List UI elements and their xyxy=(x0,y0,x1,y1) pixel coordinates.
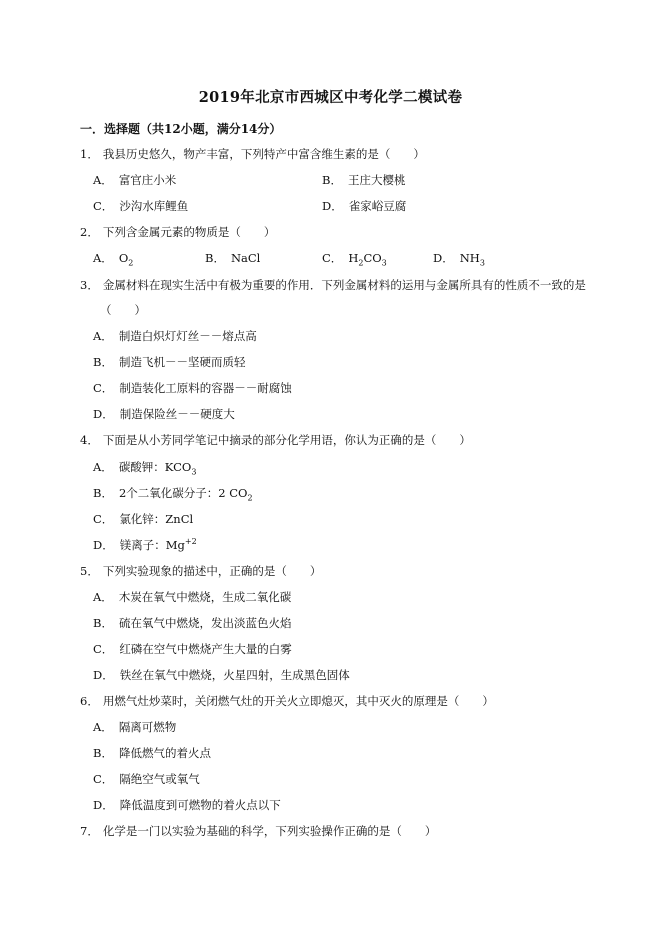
question-7 xyxy=(80,823,436,839)
question-4 xyxy=(80,432,471,448)
option-letter: C． xyxy=(93,381,114,395)
option-text-tail: CO xyxy=(363,251,382,265)
option-text: 隔绝空气或氧气 xyxy=(119,772,200,786)
option-subscript: 2 xyxy=(128,258,134,268)
q5-option-d[interactable] xyxy=(93,667,350,683)
option-text: NaCl xyxy=(230,251,261,265)
option-text: 碳酸钾：KCO xyxy=(118,460,192,474)
option-text: 2个二氧化碳分子：2 CO xyxy=(118,486,248,500)
option-letter: C． xyxy=(93,199,114,213)
option-text: H xyxy=(348,251,359,265)
option-text: 铁丝在氧气中燃烧，火星四射，生成黑色固体 xyxy=(119,668,350,682)
option-letter: C． xyxy=(93,642,114,656)
question-1 xyxy=(80,146,425,162)
q2-option-a[interactable] xyxy=(93,250,133,267)
option-letter: B． xyxy=(322,173,342,187)
q4-option-b[interactable] xyxy=(93,485,253,502)
q4-option-d[interactable] xyxy=(93,537,197,553)
q1-option-d[interactable] xyxy=(322,198,406,214)
section-heading: 一．选择题（共12小题，满分14分） xyxy=(80,122,282,136)
question-number: 4． xyxy=(80,433,99,447)
option-letter: B． xyxy=(93,746,113,760)
question-stem: 下列实验现象的描述中，正确的是（ ） xyxy=(102,564,322,578)
option-letter: B． xyxy=(93,355,113,369)
option-letter: D． xyxy=(322,199,343,213)
option-letter: D． xyxy=(93,668,114,682)
q6-option-a[interactable] xyxy=(93,719,176,735)
question-number: 1． xyxy=(80,147,99,161)
option-text: 王庄大樱桃 xyxy=(347,173,406,187)
option-text: 木炭在氧气中燃烧，生成二氧化碳 xyxy=(118,590,292,604)
option-subscript: 2 xyxy=(247,493,253,503)
option-text: O xyxy=(118,251,129,265)
option-letter: A． xyxy=(93,173,113,187)
question-number: 3． xyxy=(80,278,99,292)
question-stem: 用燃气灶炒菜时，关闭燃气灶的开关火立即熄灭，其中灭火的原理是（ ） xyxy=(102,694,494,708)
question-stem: 化学是一门以实验为基础的科学，下列实验操作正确的是（ ） xyxy=(102,824,437,838)
option-letter: D． xyxy=(93,407,114,421)
option-letter: B． xyxy=(205,251,225,265)
option-subscript: 3 xyxy=(381,258,387,268)
option-text: 制造保险丝－－硬度大 xyxy=(119,407,235,421)
question-stem: 我县历史悠久，物产丰富，下列特产中富含维生素的是（ ） xyxy=(102,147,425,161)
option-letter: C． xyxy=(93,512,114,526)
option-letter: B． xyxy=(93,486,113,500)
option-text: 隔离可燃物 xyxy=(118,720,177,734)
q3-option-d[interactable] xyxy=(93,406,235,422)
question-3 xyxy=(80,277,586,293)
q2-option-c[interactable] xyxy=(322,250,387,267)
q5-option-b[interactable] xyxy=(93,615,291,631)
page-title: 2019年北京市西城区中考化学二模试卷 xyxy=(198,89,463,106)
option-text: 沙沟水库鲤鱼 xyxy=(119,199,189,213)
question-stem: 金属材料在现实生活中有极为重要的作用．下列金属材料的运用与金属所具有的性质不一致的是 xyxy=(102,278,586,292)
option-text: 硫在氧气中燃烧，发出淡蓝色火焰 xyxy=(118,616,292,630)
option-letter: A． xyxy=(93,460,113,474)
q3-option-c[interactable] xyxy=(93,380,292,396)
q4-option-a[interactable] xyxy=(93,459,196,476)
option-subscript: 3 xyxy=(191,467,197,477)
question-number: 7． xyxy=(80,824,99,838)
option-letter: A． xyxy=(93,720,113,734)
q6-option-c[interactable] xyxy=(93,771,200,787)
option-subscript: 2 xyxy=(358,258,364,268)
q5-option-c[interactable] xyxy=(93,641,292,657)
option-letter: A． xyxy=(93,590,113,604)
question-stem: 下列含金属元素的物质是（ ） xyxy=(102,225,276,239)
option-subscript: 3 xyxy=(479,258,485,268)
question-6 xyxy=(80,693,494,709)
option-text: 制造飞机－－坚硬而质轻 xyxy=(118,355,246,369)
q2-option-d[interactable] xyxy=(433,250,485,267)
question-number: 5． xyxy=(80,564,99,578)
question-number: 2． xyxy=(80,225,99,239)
option-letter: A． xyxy=(93,251,113,265)
option-text: 制造白炽灯灯丝－－熔点高 xyxy=(118,329,257,343)
option-letter: D． xyxy=(93,538,114,552)
q1-option-c[interactable] xyxy=(93,198,188,214)
q1-option-b[interactable] xyxy=(322,172,405,188)
option-text: 降低温度到可燃物的着火点以下 xyxy=(119,798,281,812)
option-text: 降低燃气的着火点 xyxy=(118,746,211,760)
option-letter: D． xyxy=(93,798,114,812)
option-text: 红磷在空气中燃烧产生大量的白雾 xyxy=(119,642,292,656)
option-letter: B． xyxy=(93,616,113,630)
option-text: 富官庄小米 xyxy=(118,173,177,187)
option-letter: D． xyxy=(433,251,454,265)
option-text: 制造装化工原料的容器－－耐腐蚀 xyxy=(119,381,292,395)
option-text: NH xyxy=(459,251,480,265)
question-5 xyxy=(80,563,321,579)
q3-option-a[interactable] xyxy=(93,328,257,344)
option-text: 雀家峪豆腐 xyxy=(348,199,407,213)
option-superscript: +2 xyxy=(184,537,197,547)
question-stem: 下面是从小芳同学笔记中摘录的部分化学用语，你认为正确的是（ ） xyxy=(102,433,471,447)
option-letter: C． xyxy=(322,251,343,265)
q5-option-a[interactable] xyxy=(93,589,291,605)
option-letter: C． xyxy=(93,772,114,786)
option-text: 镁离子：Mg xyxy=(119,538,185,552)
q1-option-a[interactable] xyxy=(93,172,176,188)
question-2 xyxy=(80,224,275,240)
q4-option-c[interactable] xyxy=(93,511,193,527)
question-number: 6． xyxy=(80,694,99,708)
q3-option-b[interactable] xyxy=(93,354,245,370)
q2-option-b[interactable] xyxy=(205,250,260,266)
question-3-stem-continued: （ ） xyxy=(100,303,146,317)
option-text: 氯化锌：ZnCl xyxy=(119,512,194,526)
q6-option-b[interactable] xyxy=(93,745,211,761)
option-letter: A． xyxy=(93,329,113,343)
q6-option-d[interactable] xyxy=(93,797,281,813)
